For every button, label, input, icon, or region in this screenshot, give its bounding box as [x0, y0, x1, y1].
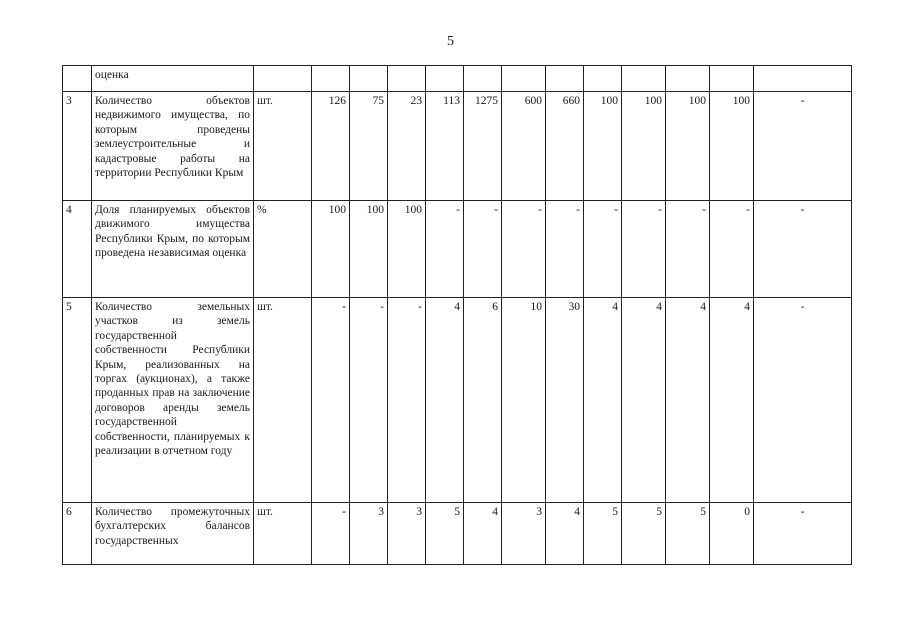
- value-cell: 600: [502, 92, 546, 201]
- table-row-3: [63, 92, 852, 201]
- table-row-6: [63, 503, 852, 565]
- value-cell: [426, 66, 464, 92]
- value-cell: 4: [464, 503, 502, 565]
- value-cell: 5: [584, 503, 622, 565]
- value-cell: [312, 66, 350, 92]
- value-cell: [584, 66, 622, 92]
- unit-cell: %: [254, 201, 312, 298]
- value-cell: -: [710, 201, 754, 298]
- last-column-cell: -: [754, 201, 852, 298]
- value-cell: 113: [426, 92, 464, 201]
- value-cell: 4: [622, 298, 666, 503]
- value-cell: 4: [546, 503, 584, 565]
- value-cell: 100: [312, 201, 350, 298]
- table-row-4: [63, 201, 852, 298]
- value-cell: 5: [426, 503, 464, 565]
- value-cell: [350, 66, 388, 92]
- value-cell: -: [464, 201, 502, 298]
- value-cell: -: [584, 201, 622, 298]
- table-body: [63, 66, 852, 565]
- value-cell: [710, 66, 754, 92]
- value-cell: -: [312, 298, 350, 503]
- table-row-5: [63, 298, 852, 503]
- indicator-name: Количество объектов недвижимого имущества, по которым проведены землеустроительные и кадастровые работы на территории Республики Крым: [92, 92, 254, 201]
- value-cell: 75: [350, 92, 388, 201]
- row-number: [63, 66, 92, 92]
- value-cell: 30: [546, 298, 584, 503]
- value-cell: 100: [350, 201, 388, 298]
- last-column-cell: -: [754, 92, 852, 201]
- row-number: 3: [63, 92, 92, 201]
- last-column-cell: -: [754, 298, 852, 503]
- value-cell: 100: [666, 92, 710, 201]
- indicator-name: Количество промежуточных бухгалтерских балансов государственных: [92, 503, 254, 565]
- value-cell: -: [312, 503, 350, 565]
- value-cell: 126: [312, 92, 350, 201]
- value-cell: -: [622, 201, 666, 298]
- value-cell: [502, 66, 546, 92]
- value-cell: 5: [666, 503, 710, 565]
- value-cell: 5: [622, 503, 666, 565]
- indicators-table: [62, 65, 852, 565]
- value-cell: 1275: [464, 92, 502, 201]
- value-cell: 4: [710, 298, 754, 503]
- value-cell: -: [502, 201, 546, 298]
- value-cell: 3: [350, 503, 388, 565]
- value-cell: -: [350, 298, 388, 503]
- value-cell: -: [546, 201, 584, 298]
- unit-cell: шт.: [254, 503, 312, 565]
- value-cell: -: [426, 201, 464, 298]
- value-cell: [666, 66, 710, 92]
- value-cell: 23: [388, 92, 426, 201]
- indicator-name: оценка: [92, 66, 254, 92]
- value-cell: 4: [666, 298, 710, 503]
- table-row-continuation: [63, 66, 852, 92]
- last-column-cell: [754, 66, 852, 92]
- row-number: 6: [63, 503, 92, 565]
- value-cell: 100: [622, 92, 666, 201]
- value-cell: -: [388, 298, 426, 503]
- value-cell: 100: [710, 92, 754, 201]
- unit-cell: шт.: [254, 92, 312, 201]
- row-number: 4: [63, 201, 92, 298]
- value-cell: 6: [464, 298, 502, 503]
- value-cell: [464, 66, 502, 92]
- value-cell: 3: [388, 503, 426, 565]
- value-cell: 100: [584, 92, 622, 201]
- page-number: 5: [447, 34, 454, 49]
- value-cell: 10: [502, 298, 546, 503]
- last-column-cell: -: [754, 503, 852, 565]
- value-cell: 3: [502, 503, 546, 565]
- value-cell: 4: [426, 298, 464, 503]
- indicator-name: Доля планируемых объектов движимого имущества Республики Крым, по которым проведена независимая оценка: [92, 201, 254, 298]
- unit-cell: [254, 66, 312, 92]
- value-cell: [546, 66, 584, 92]
- row-number: 5: [63, 298, 92, 503]
- unit-cell: шт.: [254, 298, 312, 503]
- indicator-name: Количество земельных участков из земель государственной собственности Республики Крым, реализованных на торгах (аукционах), а также проданных прав на заключение договоров аренды земель государственной собственности, планируемых к реализации в отчетном году: [92, 298, 254, 503]
- value-cell: [622, 66, 666, 92]
- value-cell: 4: [584, 298, 622, 503]
- value-cell: -: [666, 201, 710, 298]
- value-cell: 100: [388, 201, 426, 298]
- value-cell: [388, 66, 426, 92]
- value-cell: 660: [546, 92, 584, 201]
- value-cell: 0: [710, 503, 754, 565]
